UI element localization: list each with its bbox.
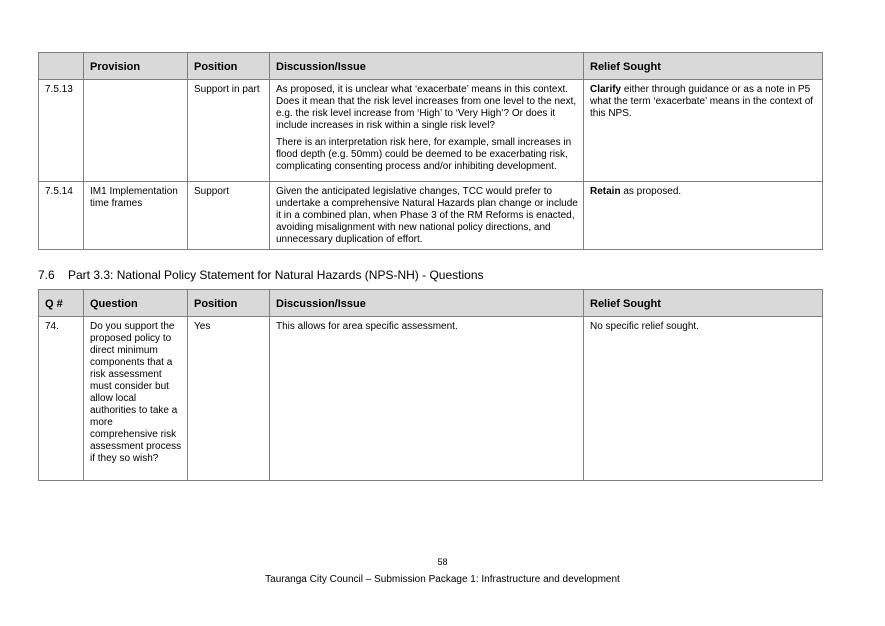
table-header-row (39, 290, 823, 317)
relief-keyword: Clarify (590, 84, 622, 95)
row-id: 7.5.13 (39, 80, 84, 182)
page-number: 58 (437, 557, 448, 567)
provisions-table (38, 52, 823, 250)
discussion-paragraph: As proposed, it is unclear what ‘exacerbate’ means in this context. Does it mean that the risk level increases from one level to the next, e.g. the risk level increase from ‘High’ to ‘Very High’? Or does it include increases in risk within a single risk level? (276, 84, 577, 131)
row-discussion (270, 80, 584, 182)
header-discussion: Discussion/Issue (270, 290, 584, 317)
section-title: Part 3.3: National Policy Statement for Natural Hazards (NPS-NH) - Questions (68, 268, 484, 282)
relief-text: either through guidance or as a note in P5 what the term ‘exacerbate’ means in the context of this NPS. (590, 84, 814, 119)
discussion-paragraph: There is an interpretation risk here, for example, small increases in flood depth (e.g. 50mm) could be deemed to be exacerbating risk, complicating consenting process and/or inhibiting development. (276, 137, 572, 172)
table-row (39, 80, 823, 182)
page-footer: Tauranga City Council – Submission Package 1: Infrastructure and development (265, 574, 620, 585)
section-number: 7.6 (38, 268, 55, 282)
discussion-paragraph: Given the anticipated legislative changes, TCC would prefer to undertake a comprehensive Natural Hazards plan change or include it in a combined plan, when Phase 3 of the RM Reforms is enacted, avoiding misalignment with new national policy directions, and unnecessary duplication of effort. (276, 186, 578, 245)
table-header-row (39, 53, 823, 80)
row-relief: No specific relief sought. (584, 317, 823, 481)
row-discussion (270, 182, 584, 250)
relief-text: as proposed. (620, 186, 682, 197)
section-heading (38, 268, 484, 282)
row-relief (584, 80, 823, 182)
header-relief: Relief Sought (584, 290, 823, 317)
header-position: Position (188, 290, 270, 317)
questions-table (38, 289, 823, 481)
row-provision (84, 80, 188, 182)
header-relief: Relief Sought (584, 53, 823, 80)
row-discussion: This allows for area specific assessment. (270, 317, 584, 481)
row-position: Support (188, 182, 270, 250)
row-provision: IM1 Implementation time frames (84, 182, 188, 250)
header-id (39, 53, 84, 80)
row-position: Support in part (188, 80, 270, 182)
header-question: Question (84, 290, 188, 317)
header-provision: Provision (84, 53, 188, 80)
table-row (39, 317, 823, 481)
row-id: 74. (39, 317, 84, 481)
header-position: Position (188, 53, 270, 80)
table-row (39, 182, 823, 250)
relief-keyword: Retain (590, 186, 621, 197)
row-relief (584, 182, 823, 250)
row-position: Yes (188, 317, 270, 481)
header-question-number: Q # (39, 290, 84, 317)
row-id: 7.5.14 (39, 182, 84, 250)
row-question: Do you support the proposed policy to direct minimum components that a risk assessment must consider but allow local authorities to take a more comprehensive risk assessment process if they so wish? (84, 317, 188, 481)
header-discussion: Discussion/Issue (270, 53, 584, 80)
